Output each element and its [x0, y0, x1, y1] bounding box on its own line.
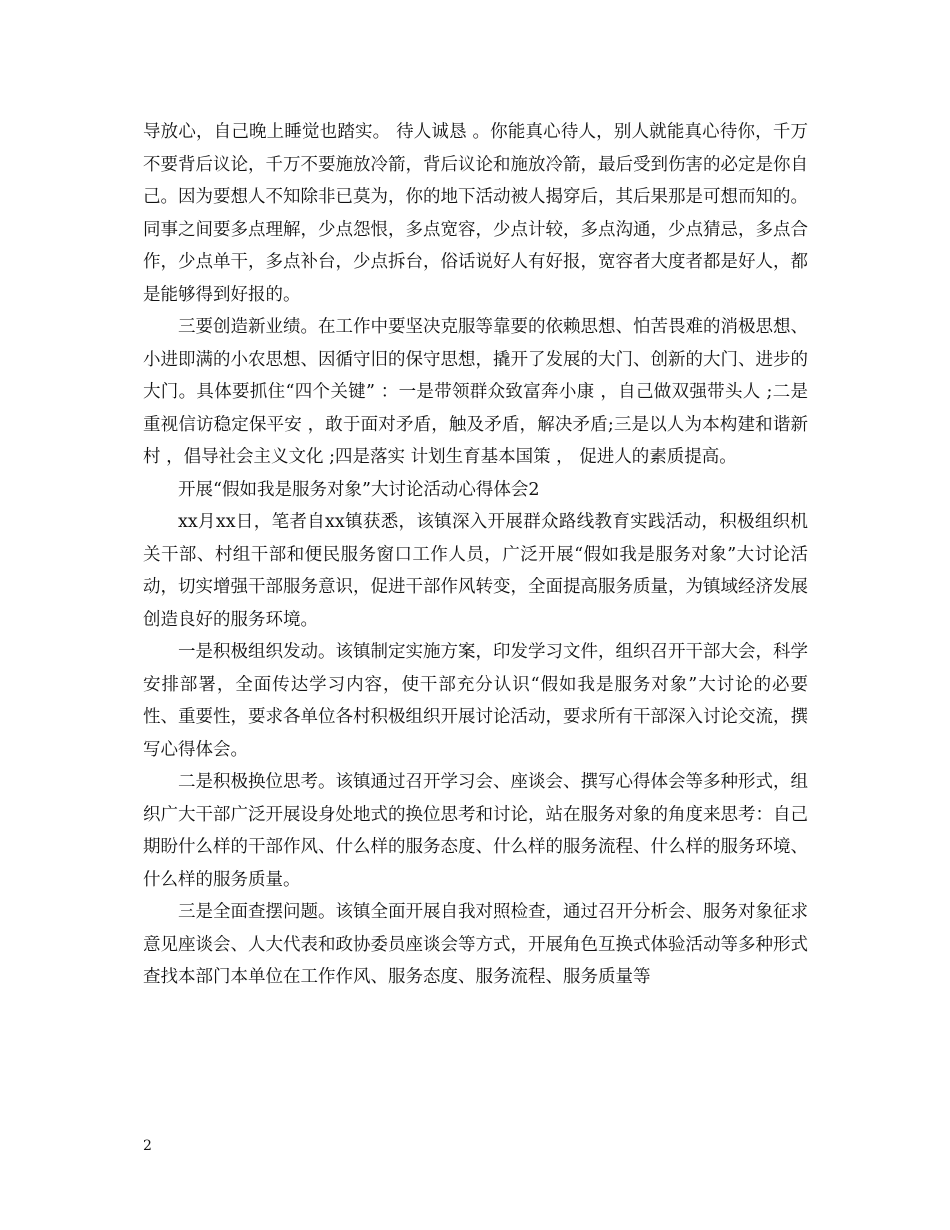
paragraph-problems: 三是全面查摆问题。该镇全面开展自我对照检查，通过召开分析会、服务对象征求意见座谈会、人大代表和政协委员座谈会等方式，开展角色互换式体验活动等多种形式查找本部门本单位在工作作风、服务态度、服务流程、服务质量等 — [143, 902, 808, 987]
paragraph-continuation: 导放心，自己晚上睡觉也踏实。 待人诚恳 。你能真心待人，别人就能真心待你，千万不要背后议论，千万不要施放冷箭，背后议论和施放冷箭，最后受到伤害的必定是你自己。因为要想人不知除非已莫为，你的地下活动被人揭穿后，其后果那是可想而知的。同事之间要多点理解，少点怨恨，多点宽容，少点计较，多点沟通，少点猜忌，多点合作，少点单干，多点补台，少点拆台，俗话说好人有好报，宽容者大度者都是好人，都是能够得到好报的。 — [143, 122, 808, 305]
paragraph-new-achievements: 三要创造新业绩。在工作中要坚决克服等靠要的依赖思想、怕苦畏难的消极思想、小进即满的小农思想、因循守旧的保守思想，撬开了发展的大门、创新的大门、进步的大门。具体要抓住“四个关键” ：一是带领群众致富奔小康 ，自己做双强带头人 ;二是重视信访稳定保平安 ，敢于面对矛盾，触及矛盾，解决矛盾;三是以人为本构建和谐新村 ，倡导社会主义文化 ;四是落实 计划生育基本国策 ， 促进人的素质提高。 — [143, 317, 808, 467]
page-number: 2 — [143, 1138, 152, 1154]
section-heading: 开展“假如我是服务对象”大讨论活动心得体会2 — [178, 479, 540, 500]
document-body — [143, 116, 808, 994]
paragraph-organize: 一是积极组织发动。该镇制定实施方案，印发学习文件，组织召开干部大会，科学安排部署，全面传达学习内容，使干部充分认识“假如我是服务对象”大讨论的必要性、重要性，要求各单位各村积极组织开展讨论活动，要求所有干部深入讨论交流，撰写心得体会。 — [143, 642, 808, 760]
paragraph-intro: xx月xx日，笔者自xx镇获悉，该镇深入开展群众路线教育实践活动，积极组织机关干部、村组干部和便民服务窗口工作人员，广泛开展“假如我是服务对象”大讨论活动，切实增强干部服务意识，促进干部作风转变，全面提高服务质量，为镇域经济发展创造良好的服务环境。 — [143, 512, 808, 630]
paragraph-perspective: 二是积极换位思考。该镇通过召开学习会、座谈会、撰写心得体会等多种形式，组织广大干部广泛开展设身处地式的换位思考和讨论，站在服务对象的角度来思考：自己期盼什么样的干部作风、什么样的服务态度、什么样的服务流程、什么样的服务环境、什么样的服务质量。 — [143, 772, 808, 890]
